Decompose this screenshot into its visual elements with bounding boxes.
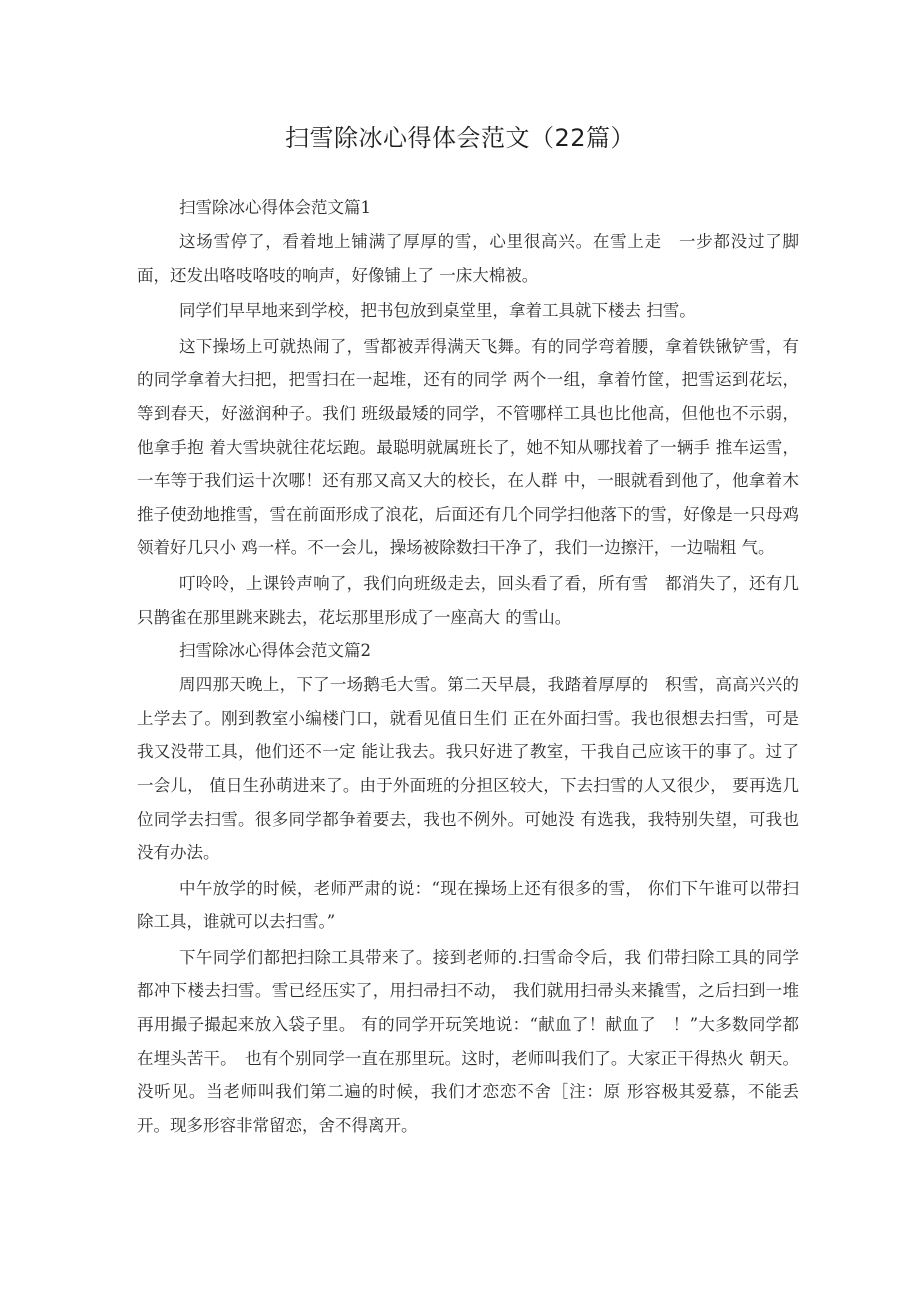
paragraph: 同学们早早地来到学校，把书包放到桌堂里，拿着工具就下楼去 扫雪。	[179, 301, 696, 321]
paragraph: 这下操场上可就热闹了，雪都被弄得满天飞舞。有的同学弯着腰，拿着铁锹铲雪，有的同学拿着大扫把，把雪扫在一起堆，还有的同学 两个一组，拿着竹筐，把雪运到花坛，等到春天，好滋润种子。我们 班级最矮的同学，不管哪样工具也比他高，但他也不示弱，他拿手抱 着大雪块就往花坛跑。最聪明就属班长了，她不知从哪找着了一辆手 推车运雪，一车等于我们运十次哪！还有那又高又大的校长，在人群 中，一眼就看到他了，他拿着木推子使劲地推雪，雪在前面形成了浪花，后面还有几个同学扫他落下的雪，好像是一只母鸡领着好几只小 鸡一样。不一会儿，操场被除数扫干净了，我们一边擦汗，一边喘粗 气。	[137, 336, 799, 558]
section-heading: 扫雪除冰心得体会范文篇2	[179, 641, 371, 661]
document-body	[137, 193, 799, 1144]
paragraph: 叮呤呤，上课铃声响了，我们向班级走去，回头看了看，所有雪 都消失了，还有几只鹊雀在那里跳来跳去，花坛那里形成了一座高大 的雪山。	[137, 573, 799, 627]
section-heading: 扫雪除冰心得体会范文篇1	[179, 198, 371, 217]
document-title: 扫雪除冰心得体会范文（22篇）	[284, 124, 636, 152]
paragraph: 中午放学的时候，老师严肃的说：“现在操场上还有很多的雪， 你们下午谁可以带扫除工具，谁就可以去扫雪。”	[137, 878, 799, 932]
paragraph: 这场雪停了，看着地上铺满了厚厚的雪，心里很高兴。在雪上走 一步都没过了脚面，还发出咯吱咯吱的响声，好像铺上了 一床大棉被。	[137, 232, 799, 285]
paragraph: 周四那天晚上，下了一场鹅毛大雪。第二天早晨，我踏着厚厚的 积雪，高高兴兴的上学去了。刚到教室小编楼门口，就看见值日生们 正在外面扫雪。我也很想去扫雪，可是我又没带工具，他们还不一定 能让我去。我只好进了教室，干我自己应该干的事了。过了一会儿， 值日生孙萌进来了。由于外面班的分担区较大，下去扫雪的人又很少， 要再选几位同学去扫雪。很多同学都争着要去，我也不例外。可她没 有选我，我特别失望，可我也没有办法。	[137, 675, 799, 863]
paragraph: 下午同学们都把扫除工具带来了。接到老师的.扫雪命令后，我 们带扫除工具的同学都冲下楼去扫雪。雪已经压实了，用扫帚扫不动， 我们就用扫帚头来撬雪，之后扫到一堆再用撮子撮起来放入袋子里。 有的同学开玩笑地说：“献血了！献血了 ！”大多数同学都在埋头苦干。 也有个别同学一直在那里玩。这时，老师叫我们了。大家正干得热火 朝天。没听见。当老师叫我们第二遍的时候，我们才恋恋不舍［注：原 形容极其爱慕，不能丢开。现多形容非常留恋，舍不得离开。	[137, 947, 799, 1135]
